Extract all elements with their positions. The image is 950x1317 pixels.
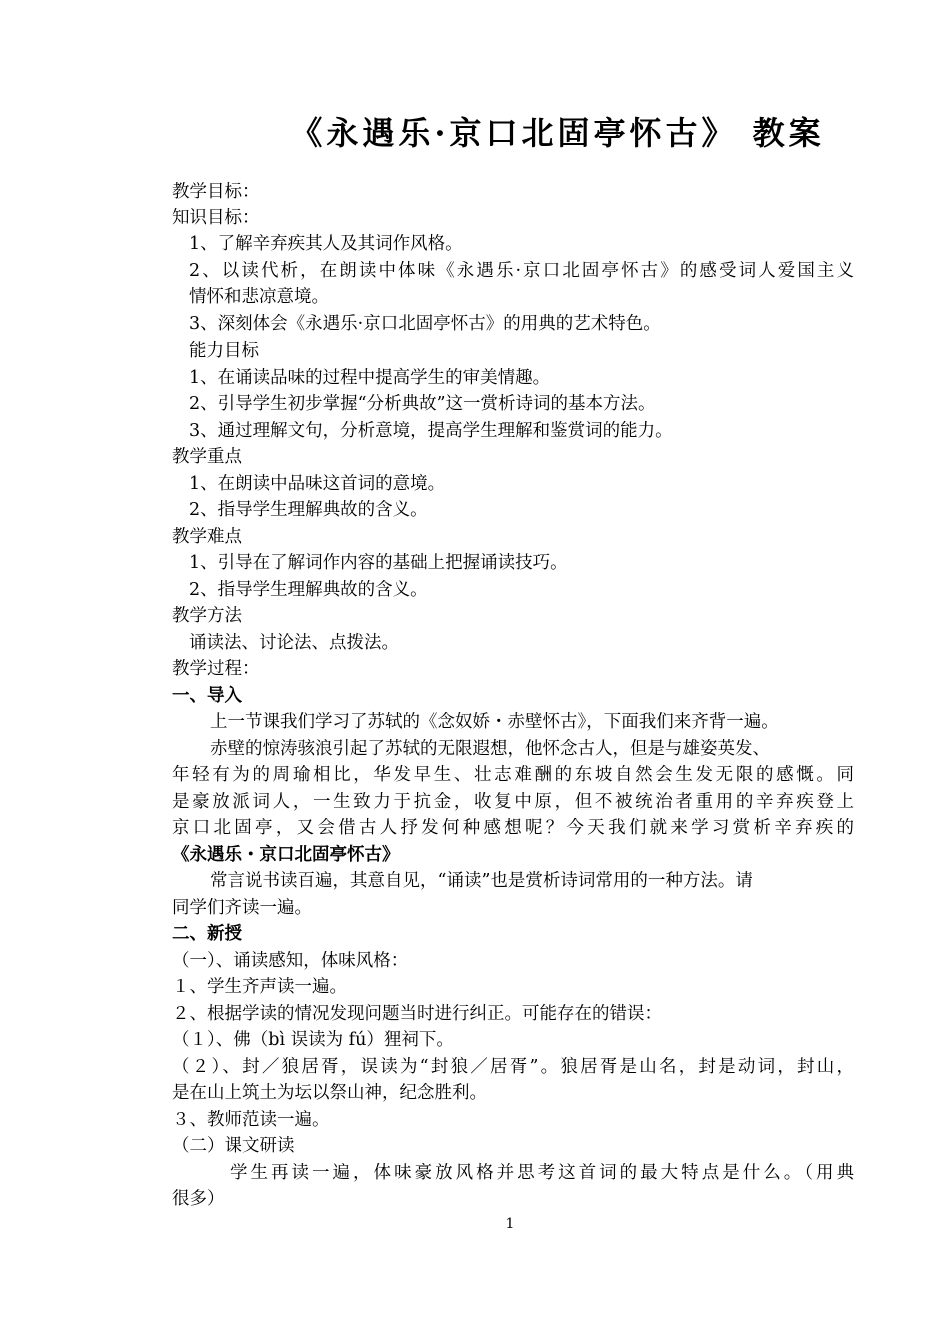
- text-line: （二）课文研读: [172, 1136, 295, 1156]
- text-line: 1、在诵读品味的过程中提高学生的审美情趣。: [189, 368, 551, 388]
- text-line: 1、在朗读中品味这首词的意境。: [189, 474, 446, 494]
- text-line: 情怀和悲凉意境。: [189, 287, 329, 307]
- text-line: １、学生齐声读一遍。: [172, 977, 347, 997]
- text-line: （１）、佛（bì 误读为 fú）狸祠下。: [172, 1030, 454, 1050]
- text-line: 2、指导学生理解典故的含义。: [189, 500, 428, 520]
- text-line: 教学难点: [172, 527, 242, 547]
- text-line: 教学方法: [172, 606, 242, 626]
- text-line: 教学目标：: [172, 182, 260, 202]
- text-line: 同学们齐读一遍。: [172, 898, 312, 918]
- text-line: （一）、诵读感知，体味风格：: [172, 951, 409, 971]
- text-line: 1、了解辛弃疾其人及其词作风格。: [189, 234, 463, 254]
- text-line: 诵读法、讨论法、点拨法。: [189, 633, 399, 653]
- page-number: 1: [505, 1216, 515, 1232]
- text-line: 很多）: [172, 1189, 225, 1209]
- text-line: 赤壁的惊涛骇浪引起了苏轼的无限遐想，他怀念古人，但是与雄姿英发、: [210, 739, 770, 759]
- text-line: 是在山上筑土为坛以祭山神，纪念胜利。: [172, 1083, 487, 1103]
- text-line: 常言说书读百遍，其意自见，“诵读”也是赏析诗词常用的一种方法。请: [210, 871, 753, 891]
- text-line: 教学重点: [172, 447, 242, 467]
- section-heading: 一、导入: [172, 686, 242, 706]
- text-line: 京口北固亭，又会借古人抒发何种感想呢？今天我们就来学习赏析辛弃疾的: [172, 818, 854, 838]
- text-line: ２、根据学读的情况发现问题当时进行纠正。可能存在的错误：: [172, 1004, 662, 1024]
- text-line: 年轻有为的周瑜相比，华发早生、壮志难酬的东坡自然会生发无限的感慨。同: [172, 765, 854, 785]
- text-line: 教学过程：: [172, 659, 260, 679]
- text-line: （２）、封／狼居胥，误读为“封狼／居胥”。狼居胥是山名，封是动词，封山，: [172, 1057, 854, 1077]
- text-line: 上一节课我们学习了苏轼的《念奴娇・赤壁怀古》，下面我们来齐背一遍。: [210, 712, 779, 732]
- text-line: 2、引导学生初步掌握“分析典故”这一赏析诗词的基本方法。: [189, 394, 656, 414]
- text-line: ３、教师范读一遍。: [172, 1110, 330, 1130]
- text-line: 能力目标: [189, 341, 259, 361]
- section-heading: 二、新授: [172, 924, 242, 944]
- text-line: 《永遇乐・京口北固亭怀古》: [172, 845, 400, 865]
- text-line: 学生再读一遍，体味豪放风格并思考这首词的最大特点是什么。（用典: [230, 1163, 854, 1183]
- text-line: 3、深刻体会《永遇乐·京口北固亭怀古》的用典的艺术特色。: [189, 314, 661, 334]
- text-line: 2、以读代析，在朗读中体味《永遇乐·京口北固亭怀古》的感受词人爱国主义: [189, 261, 854, 281]
- text-line: 知识目标：: [172, 208, 260, 228]
- text-line: 1、引导在了解词作内容的基础上把握诵读技巧。: [189, 553, 568, 573]
- text-line: 2、指导学生理解典故的含义。: [189, 580, 428, 600]
- page-title: 《永遇乐·京口北固亭怀古》 教案: [290, 114, 825, 152]
- text-line: 3、通过理解文句，分析意境，提高学生理解和鉴赏词的能力。: [189, 421, 673, 441]
- text-line: 是豪放派词人，一生致力于抗金，收复中原，但不被统治者重用的辛弃疾登上: [172, 792, 854, 812]
